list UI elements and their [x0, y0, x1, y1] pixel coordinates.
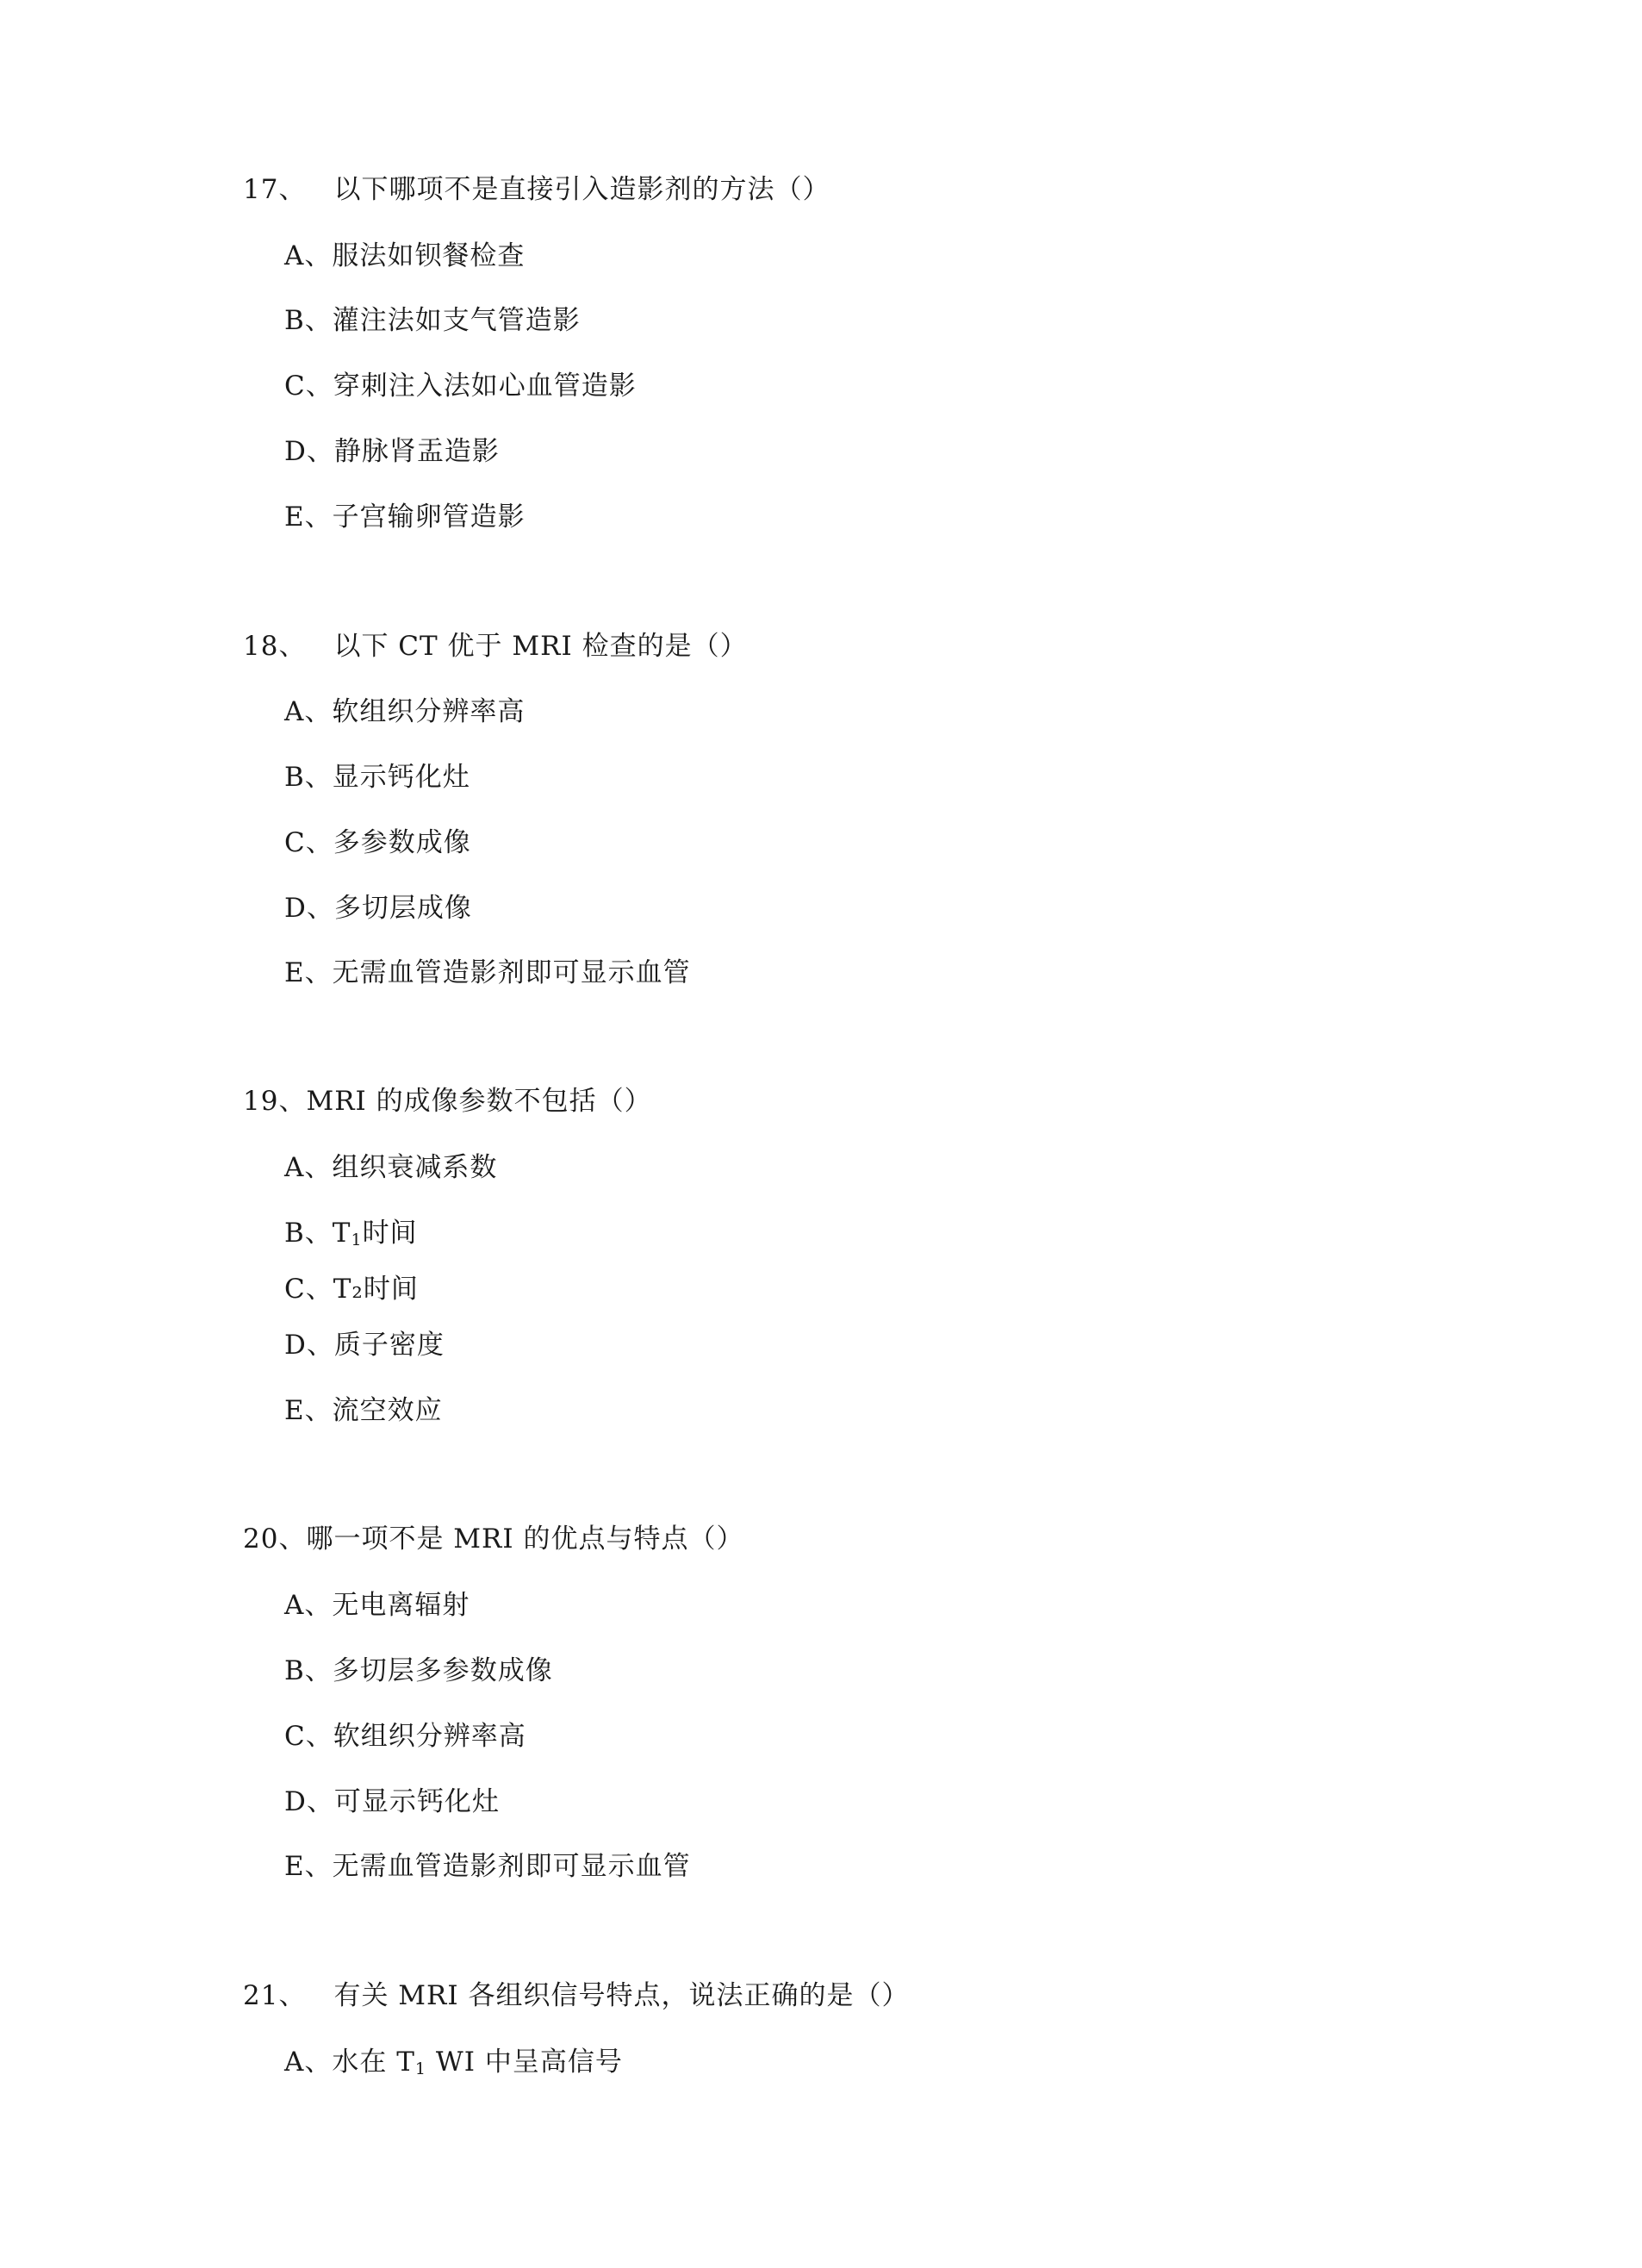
- option-19-a: A、组织衰减系数: [284, 1152, 498, 1183]
- question-text: MRI 的成像参数不包括（）: [306, 1086, 652, 1117]
- option-17-a: A、服法如钡餐检查: [284, 240, 526, 271]
- option-18-b: B、显示钙化灶: [284, 762, 470, 793]
- question-19: [243, 1084, 652, 1118]
- option-18-e: E、无需血管造影剂即可显示血管: [284, 957, 691, 988]
- question-number: 21、: [243, 1980, 307, 2011]
- option-18-c: C、多参数成像: [284, 827, 471, 858]
- option-20-a: A、无电离辐射: [284, 1590, 470, 1621]
- question-number: 19、: [243, 1086, 307, 1117]
- question-18: [243, 629, 748, 664]
- option-18-a: A、软组织分辨率高: [284, 696, 526, 727]
- option-19-e: E、流空效应: [284, 1395, 443, 1426]
- option-19-b: [284, 1216, 418, 1250]
- option-suffix: 时间: [362, 1218, 418, 1249]
- subscript: 1: [414, 2059, 427, 2078]
- question-number: 17、: [243, 174, 307, 205]
- option-17-e: E、子宫输卵管造影: [284, 502, 526, 533]
- option-text: B、T: [284, 1218, 351, 1249]
- option-20-d: D、可显示钙化灶: [284, 1786, 500, 1817]
- option-20-c: C、软组织分辨率高: [284, 1721, 526, 1752]
- option-19-c: C、T₂时间: [284, 1274, 419, 1305]
- option-text: A、水在 T: [284, 2047, 415, 2078]
- question-21: [243, 1978, 910, 2013]
- option-19-d: D、质子密度: [284, 1330, 445, 1361]
- question-text: 有关 MRI 各组织信号特点，说法正确的是（）: [333, 1980, 910, 2011]
- question-17: [243, 172, 830, 207]
- option-20-e: E、无需血管造影剂即可显示血管: [284, 1851, 691, 1882]
- question-text: 以下 CT 优于 MRI 检查的是（）: [333, 631, 748, 662]
- question-text: 哪一项不是 MRI 的优点与特点（）: [306, 1523, 744, 1555]
- subscript: 1: [351, 1231, 363, 1249]
- option-suffix: WI 中呈高信号: [426, 2047, 623, 2078]
- option-20-b: B、多切层多参数成像: [284, 1655, 553, 1686]
- option-17-c: C、穿刺注入法如心血管造影: [284, 371, 637, 402]
- question-number: 20、: [243, 1523, 307, 1555]
- question-text: 以下哪项不是直接引入造影剂的方法（）: [333, 174, 830, 205]
- option-18-d: D、多切层成像: [284, 893, 472, 924]
- option-17-d: D、静脉肾盂造影: [284, 436, 500, 467]
- option-17-b: B、灌注法如支气管造影: [284, 305, 581, 336]
- question-number: 18、: [243, 631, 307, 662]
- question-20: [243, 1522, 744, 1556]
- option-21-a: [284, 2045, 623, 2079]
